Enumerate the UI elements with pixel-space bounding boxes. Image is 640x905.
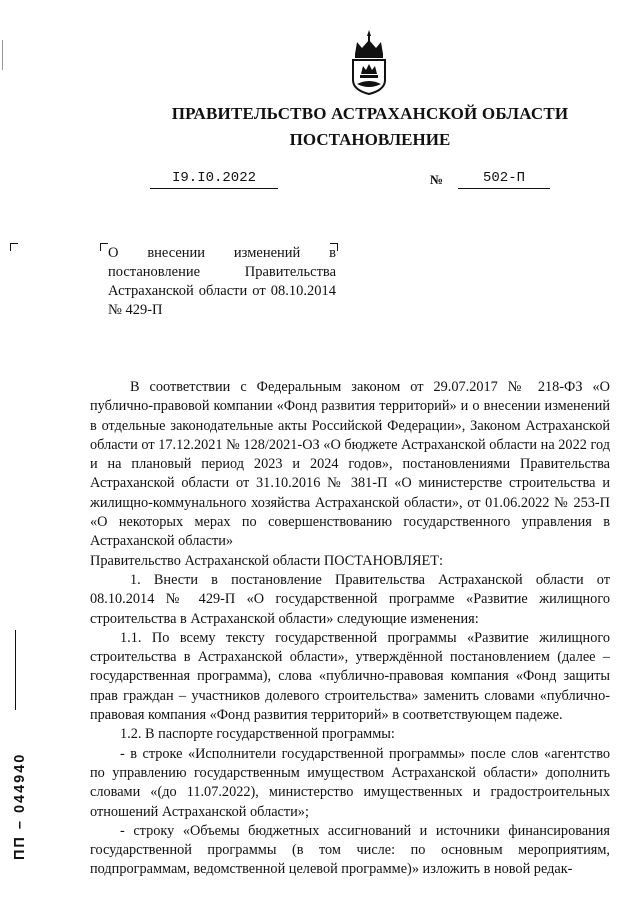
corner-mark-left bbox=[10, 243, 18, 251]
clause-1-2: 1.2. В паспорте государственной программы: bbox=[120, 726, 395, 743]
document-type-title: ПОСТАНОВЛЕНИЕ bbox=[289, 130, 451, 149]
number-sign: № bbox=[430, 172, 444, 187]
document-date: I9.I0.2022 bbox=[150, 170, 278, 189]
document-number: 502-П bbox=[458, 170, 550, 189]
margin-line bbox=[15, 630, 16, 710]
scan-edge-mark bbox=[2, 40, 3, 70]
clause-1-1: 1.1. По всему тексту государственной программы «Развитие жилищного строительства в Астраханской области», утверждённой постановлением (далее – государственная программа), слова «публично-правовая компания «Фонд защиты прав граждан – участников долевого строительства» заменить словами «публично-правовая компания «Фонд развития территорий» в соответствующем падеже. bbox=[90, 629, 610, 724]
preamble-paragraph: В соответствии с Федеральным законом от 29.07.2017 № 218-ФЗ «О публично-правовой компании «Фонд развития территорий» и о внесении изменений в отдельные законодательные акты Российской Федерации», Законом Астраханской области от 17.12.2021 № 128/2021-ОЗ «О бюджете Астраханской области на 2022 год и на плановый период 2023 и 2024 годов», постановлениями Правительства Астраханской области от 31.10.2016 № 381-П «О министерстве строительства и жилищно-коммунального хозяйства Астраханской области», от 01.06.2022 № 253-П «О некоторых мерах по совершенствованию государственного управления в Астраханской области» bbox=[90, 379, 610, 550]
clause-1-2-item-2: - строку «Объемы бюджетных ассигнований и источники финансирования государственной программы (в том числе: по основным мероприятиям, подпрограммам, ведомственной целевой программе)» изложить в новой редак- bbox=[90, 822, 610, 878]
registration-code bbox=[8, 735, 32, 865]
document-body bbox=[90, 378, 610, 880]
registration-code-text: ПП – 044940 bbox=[12, 752, 28, 860]
clause-1: 1. Внести в постановление Правительства Астраханской области от 08.10.2014 № 429-П «О государственной программе «Развитие жилищного строительства в Астраханской области» следующие изменения: bbox=[90, 571, 610, 627]
organization-title: ПРАВИТЕЛЬСТВО АСТРАХАНСКОЙ ОБЛАСТИ bbox=[171, 104, 569, 123]
document-subject: О внесении изменений в постановление Правительства Астраханской области от 08.10.2014 № 429-П bbox=[108, 245, 336, 318]
coat-of-arms-icon bbox=[347, 28, 391, 96]
clause-1-2-item-1: - в строке «Исполнители государственной программы» после слов «агентство по управлению государственным имуществом Астраханской области» дополнить словами «(до 11.07.2022), министерство имущественных и градостроительных отношений Астраханской области»; bbox=[90, 745, 610, 820]
corner-mark-subject-left bbox=[100, 243, 108, 251]
resolution-statement: Правительство Астраханской области ПОСТАНОВЛЯЕТ: bbox=[90, 552, 443, 569]
